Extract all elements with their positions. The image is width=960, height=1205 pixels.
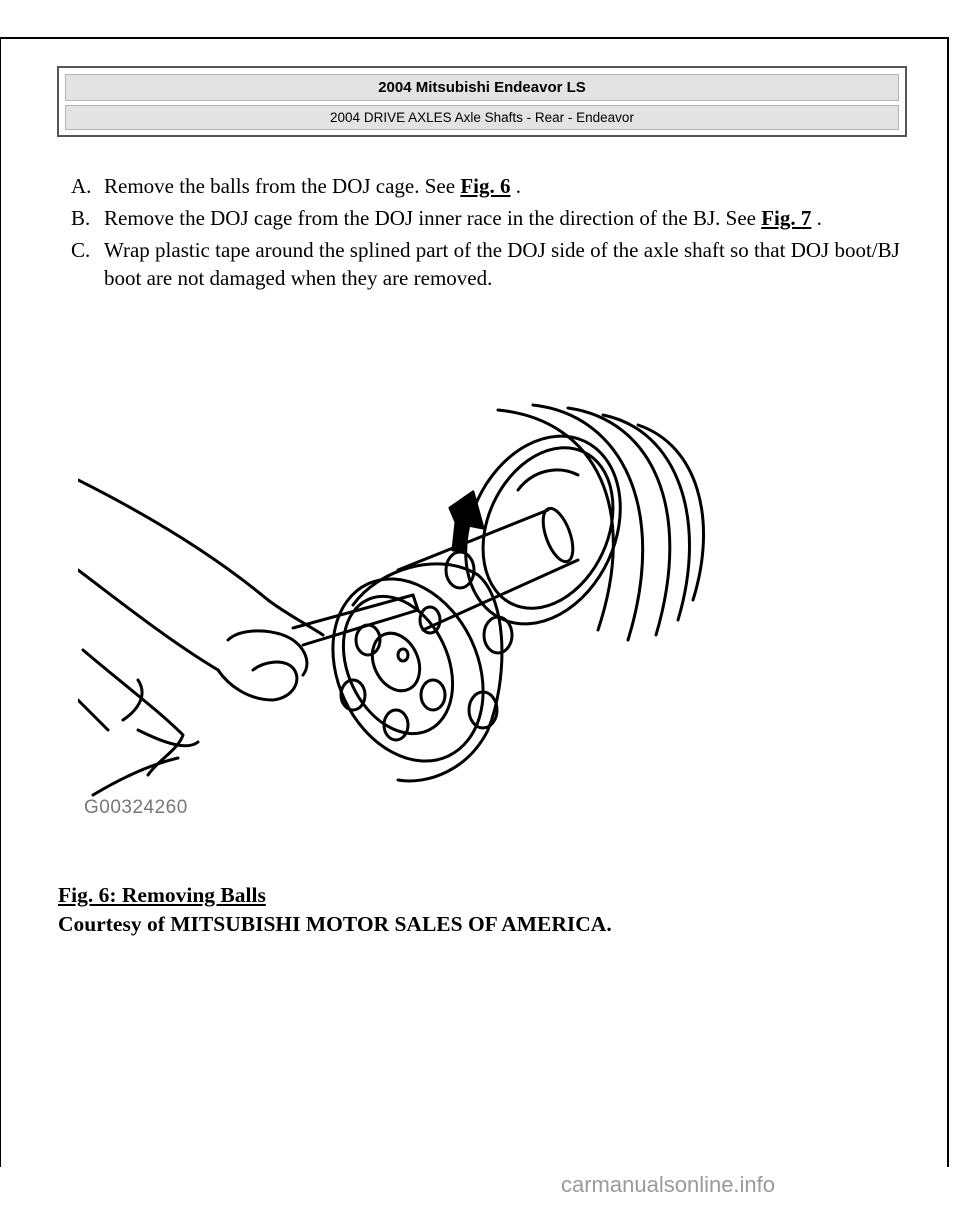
- document-header: [57, 66, 907, 137]
- step-letter: A.: [71, 174, 92, 198]
- step-text: Remove the balls from the DOJ cage. See: [104, 174, 461, 198]
- step-letter: C.: [71, 238, 91, 262]
- caption-courtesy: Courtesy of MITSUBISHI MOTOR SALES OF AMERICA.: [58, 912, 612, 936]
- watermark-text: carmanualsonline.info: [561, 1172, 776, 1197]
- step-punct: .: [811, 206, 822, 230]
- step-b: [71, 204, 901, 232]
- axle-joint-illustration: [78, 400, 718, 830]
- fig-6-link[interactable]: Fig. 6: [460, 174, 511, 198]
- figure-code: G00324260: [84, 797, 188, 818]
- step-text: Remove the DOJ cage from the DOJ inner race in the direction of the BJ. See: [104, 206, 762, 230]
- step-text: Wrap plastic tape around the splined part of the DOJ side of the axle shaft so that DOJ boot/BJ boot are not damaged when they are removed.: [104, 238, 900, 290]
- figure-caption: [58, 881, 612, 939]
- step-c: [71, 236, 901, 292]
- step-punct: .: [510, 174, 521, 198]
- header-subtitle: 2004 DRIVE AXLES Axle Shafts - Rear - Endeavor: [65, 105, 899, 130]
- procedure-steps: [71, 172, 901, 296]
- step-a: [71, 172, 901, 200]
- fig-7-link[interactable]: Fig. 7: [761, 206, 812, 230]
- step-letter: B.: [71, 206, 91, 230]
- header-title: 2004 Mitsubishi Endeavor LS: [65, 74, 899, 101]
- caption-title[interactable]: Fig. 6: Removing Balls: [58, 883, 266, 907]
